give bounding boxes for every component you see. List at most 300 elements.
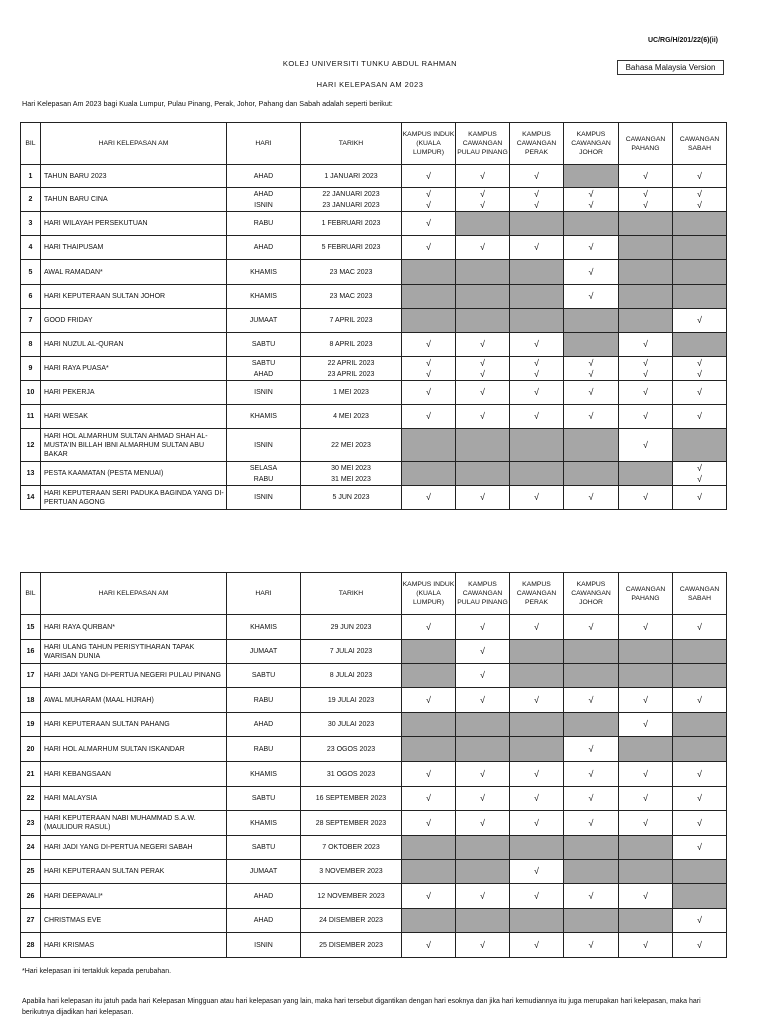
- table-row: [21, 860, 727, 884]
- mark-sabah: √: [673, 762, 727, 787]
- mark-johor: √: [564, 762, 619, 787]
- mark-sabah: √: [673, 309, 727, 333]
- not-applicable-perak: [510, 640, 564, 664]
- not-applicable-pahang: [619, 285, 673, 309]
- date-cell: 12 NOVEMBER 2023: [301, 884, 402, 909]
- not-applicable-penang: [456, 260, 510, 285]
- mark-sabah: √: [673, 405, 727, 429]
- mark-kl: √: [402, 212, 456, 236]
- mark-penang: √: [456, 615, 510, 640]
- row-number: 10: [21, 381, 41, 405]
- mark-pahang: √ √: [619, 188, 673, 212]
- row-number: 11: [21, 405, 41, 429]
- mark-kl: √: [402, 787, 456, 811]
- not-applicable-pahang: [619, 860, 673, 884]
- mark-johor: √: [564, 260, 619, 285]
- holiday-name: AWAL MUHARAM (MAAL HIJRAH): [41, 688, 227, 713]
- mark-perak: √ √: [510, 357, 564, 381]
- mark-kl: √: [402, 381, 456, 405]
- mark-penang: √ √: [456, 357, 510, 381]
- table-row: [21, 664, 727, 688]
- mark-pahang: √: [619, 688, 673, 713]
- header-sabah: CAWANGAN SABAH: [673, 573, 727, 615]
- mark-penang: √: [456, 405, 510, 429]
- not-applicable-johor: [564, 462, 619, 486]
- mark-johor: √ √: [564, 357, 619, 381]
- mark-kl: √: [402, 762, 456, 787]
- not-applicable-pahang: [619, 236, 673, 260]
- holiday-name: HARI DEEPAVALI*: [41, 884, 227, 909]
- mark-penang: √: [456, 236, 510, 260]
- date-cell: 22 JANUARI 2023 23 JANUARI 2023: [301, 188, 402, 212]
- mark-pahang: √: [619, 381, 673, 405]
- header-perak: KAMPUS CAWANGAN PERAK: [510, 123, 564, 165]
- not-applicable-penang: [456, 462, 510, 486]
- holiday-name: HARI HOL ALMARHUM SULTAN AHMAD SHAH AL-MUSTA'IN BILLAH IBNI ALMARHUM SULTAN ABU BAKAR: [41, 429, 227, 462]
- mark-kl: √: [402, 884, 456, 909]
- organization-title: KOLEJ UNIVERSITI TUNKU ABDUL RAHMAN: [282, 59, 458, 68]
- day-cell: ISNIN: [227, 933, 301, 958]
- mark-pahang: √: [619, 811, 673, 836]
- not-applicable-johor: [564, 860, 619, 884]
- row-number: 22: [21, 787, 41, 811]
- mark-johor: √: [564, 405, 619, 429]
- day-cell: KHAMIS: [227, 615, 301, 640]
- row-number: 12: [21, 429, 41, 462]
- not-applicable-pahang: [619, 737, 673, 762]
- date-cell: 1 MEI 2023: [301, 381, 402, 405]
- mark-johor: √ √: [564, 188, 619, 212]
- document-title: HARI KELEPASAN AM 2023: [316, 80, 424, 89]
- row-number: 23: [21, 811, 41, 836]
- not-applicable-sabah: [673, 664, 727, 688]
- holiday-table-2: [20, 572, 727, 958]
- date-cell: 29 JUN 2023: [301, 615, 402, 640]
- header-date: TARIKH: [301, 123, 402, 165]
- mark-johor: √: [564, 787, 619, 811]
- day-cell: AHAD ISNIN: [227, 188, 301, 212]
- mark-penang: √: [456, 333, 510, 357]
- not-applicable-perak: [510, 664, 564, 688]
- not-applicable-kl: [402, 260, 456, 285]
- holiday-name: HARI KRISMAS: [41, 933, 227, 958]
- mark-sabah: √: [673, 165, 727, 188]
- row-number: 17: [21, 664, 41, 688]
- mark-johor: √: [564, 486, 619, 510]
- table-row: [21, 333, 727, 357]
- not-applicable-perak: [510, 462, 564, 486]
- day-cell: RABU: [227, 737, 301, 762]
- date-cell: 1 JANUARI 2023: [301, 165, 402, 188]
- mark-pahang: √: [619, 429, 673, 462]
- not-applicable-kl: [402, 860, 456, 884]
- mark-penang: √: [456, 933, 510, 958]
- table-row: [21, 737, 727, 762]
- date-cell: 7 APRIL 2023: [301, 309, 402, 333]
- day-cell: AHAD: [227, 165, 301, 188]
- not-applicable-kl: [402, 909, 456, 933]
- not-applicable-johor: [564, 664, 619, 688]
- mark-penang: √: [456, 664, 510, 688]
- holiday-name: TAHUN BARU 2023: [41, 165, 227, 188]
- not-applicable-perak: [510, 836, 564, 860]
- day-cell: SABTU: [227, 787, 301, 811]
- not-applicable-perak: [510, 260, 564, 285]
- not-applicable-perak: [510, 713, 564, 737]
- mark-sabah: √: [673, 909, 727, 933]
- table-row: [21, 909, 727, 933]
- not-applicable-sabah: [673, 860, 727, 884]
- not-applicable-pahang: [619, 664, 673, 688]
- holiday-name: HARI WESAK: [41, 405, 227, 429]
- date-cell: 16 SEPTEMBER 2023: [301, 787, 402, 811]
- holiday-name: HARI WILAYAH PERSEKUTUAN: [41, 212, 227, 236]
- not-applicable-sabah: [673, 713, 727, 737]
- not-applicable-kl: [402, 429, 456, 462]
- mark-perak: √: [510, 933, 564, 958]
- not-applicable-penang: [456, 212, 510, 236]
- not-applicable-sabah: [673, 640, 727, 664]
- mark-kl: √: [402, 615, 456, 640]
- date-cell: 23 MAC 2023: [301, 260, 402, 285]
- row-number: 7: [21, 309, 41, 333]
- not-applicable-perak: [510, 285, 564, 309]
- table-row: [21, 188, 727, 212]
- date-cell: 25 DISEMBER 2023: [301, 933, 402, 958]
- row-number: 6: [21, 285, 41, 309]
- mark-kl: √: [402, 811, 456, 836]
- not-applicable-pahang: [619, 309, 673, 333]
- mark-perak: √: [510, 860, 564, 884]
- table-row: [21, 285, 727, 309]
- mark-pahang: √: [619, 486, 673, 510]
- not-applicable-kl: [402, 836, 456, 860]
- header-perak: KAMPUS CAWANGAN PERAK: [510, 573, 564, 615]
- header-kl: KAMPUS INDUK (KUALA LUMPUR): [402, 123, 456, 165]
- holiday-table-1: [20, 122, 727, 510]
- holiday-name: HARI RAYA QURBAN*: [41, 615, 227, 640]
- mark-pahang: √: [619, 884, 673, 909]
- day-cell: JUMAAT: [227, 860, 301, 884]
- table-row: [21, 713, 727, 737]
- mark-kl: √ √: [402, 357, 456, 381]
- table-header-row: [21, 573, 727, 615]
- header-holiday-name: HARI KELEPASAN AM: [41, 573, 227, 615]
- mark-perak: √: [510, 165, 564, 188]
- mark-pahang: √: [619, 933, 673, 958]
- mark-penang: √: [456, 884, 510, 909]
- table-row: [21, 762, 727, 787]
- mark-perak: √: [510, 333, 564, 357]
- table-row: [21, 640, 727, 664]
- header-pahang: CAWANGAN PAHANG: [619, 573, 673, 615]
- date-cell: 24 DISEMBER 2023: [301, 909, 402, 933]
- date-cell: 31 OGOS 2023: [301, 762, 402, 787]
- row-number: 24: [21, 836, 41, 860]
- header-pahang: CAWANGAN PAHANG: [619, 123, 673, 165]
- not-applicable-penang: [456, 860, 510, 884]
- holiday-name: HARI KEPUTERAAN SULTAN PAHANG: [41, 713, 227, 737]
- not-applicable-kl: [402, 713, 456, 737]
- not-applicable-sabah: [673, 236, 727, 260]
- header-sabah: CAWANGAN SABAH: [673, 123, 727, 165]
- table-row: [21, 486, 727, 510]
- mark-penang: √ √: [456, 188, 510, 212]
- day-cell: JUMAAT: [227, 640, 301, 664]
- mark-perak: √: [510, 236, 564, 260]
- date-cell: 8 APRIL 2023: [301, 333, 402, 357]
- row-number: 21: [21, 762, 41, 787]
- mark-perak: √: [510, 787, 564, 811]
- mark-pahang: √: [619, 713, 673, 737]
- day-cell: KHAMIS: [227, 285, 301, 309]
- not-applicable-kl: [402, 309, 456, 333]
- date-cell: 23 OGOS 2023: [301, 737, 402, 762]
- not-applicable-kl: [402, 462, 456, 486]
- day-cell: SELASA RABU: [227, 462, 301, 486]
- day-cell: AHAD: [227, 884, 301, 909]
- table-row: [21, 236, 727, 260]
- table-row: [21, 884, 727, 909]
- day-cell: JUMAAT: [227, 309, 301, 333]
- day-cell: KHAMIS: [227, 811, 301, 836]
- mark-perak: √: [510, 381, 564, 405]
- not-applicable-penang: [456, 836, 510, 860]
- table-row: [21, 836, 727, 860]
- day-cell: RABU: [227, 212, 301, 236]
- table-row: [21, 381, 727, 405]
- holiday-name: HARI MALAYSIA: [41, 787, 227, 811]
- table-row: [21, 357, 727, 381]
- date-cell: 30 JULAI 2023: [301, 713, 402, 737]
- mark-perak: √: [510, 688, 564, 713]
- not-applicable-pahang: [619, 260, 673, 285]
- mark-penang: √: [456, 762, 510, 787]
- not-applicable-johor: [564, 333, 619, 357]
- mark-johor: √: [564, 811, 619, 836]
- date-cell: 23 MAC 2023: [301, 285, 402, 309]
- day-cell: AHAD: [227, 713, 301, 737]
- mark-sabah: √: [673, 933, 727, 958]
- not-applicable-johor: [564, 212, 619, 236]
- holiday-name: HARI KEPUTERAAN SULTAN PERAK: [41, 860, 227, 884]
- header-day: HARI: [227, 573, 301, 615]
- not-applicable-sabah: [673, 260, 727, 285]
- date-cell: 7 JULAI 2023: [301, 640, 402, 664]
- row-number: 27: [21, 909, 41, 933]
- mark-sabah: √: [673, 836, 727, 860]
- date-cell: 5 JUN 2023: [301, 486, 402, 510]
- holiday-name: HARI RAYA PUASA*: [41, 357, 227, 381]
- holiday-name: HARI PEKERJA: [41, 381, 227, 405]
- day-cell: ISNIN: [227, 486, 301, 510]
- mark-johor: √: [564, 615, 619, 640]
- mark-sabah: √: [673, 787, 727, 811]
- mark-pahang: √: [619, 615, 673, 640]
- header-penang: KAMPUS CAWANGAN PULAU PINANG: [456, 573, 510, 615]
- row-number: 5: [21, 260, 41, 285]
- mark-sabah: √ √: [673, 188, 727, 212]
- holiday-name: HARI NUZUL AL-QURAN: [41, 333, 227, 357]
- row-number: 8: [21, 333, 41, 357]
- not-applicable-pahang: [619, 640, 673, 664]
- table-row: [21, 405, 727, 429]
- header-date: TARIKH: [301, 573, 402, 615]
- table-row: [21, 309, 727, 333]
- day-cell: AHAD: [227, 909, 301, 933]
- not-applicable-pahang: [619, 909, 673, 933]
- date-cell: 19 JULAI 2023: [301, 688, 402, 713]
- mark-perak: √ √: [510, 188, 564, 212]
- date-cell: 22 MEI 2023: [301, 429, 402, 462]
- row-number: 15: [21, 615, 41, 640]
- table-row: [21, 462, 727, 486]
- not-applicable-kl: [402, 640, 456, 664]
- mark-sabah: √: [673, 811, 727, 836]
- not-applicable-penang: [456, 909, 510, 933]
- not-applicable-perak: [510, 212, 564, 236]
- table-row: [21, 688, 727, 713]
- day-cell: KHAMIS: [227, 762, 301, 787]
- not-applicable-kl: [402, 737, 456, 762]
- language-version-box: Bahasa Malaysia Version: [617, 60, 724, 75]
- not-applicable-sabah: [673, 285, 727, 309]
- row-number: 13: [21, 462, 41, 486]
- mark-kl: √: [402, 688, 456, 713]
- header-bil: BIL: [21, 573, 41, 615]
- holiday-name: HARI THAIPUSAM: [41, 236, 227, 260]
- day-cell: SABTU AHAD: [227, 357, 301, 381]
- not-applicable-sabah: [673, 429, 727, 462]
- holiday-name: HARI ULANG TAHUN PERISYTIHARAN TAPAK WARISAN DUNIA: [41, 640, 227, 664]
- mark-perak: √: [510, 811, 564, 836]
- mark-sabah: √: [673, 486, 727, 510]
- row-number: 14: [21, 486, 41, 510]
- holiday-name: CHRISTMAS EVE: [41, 909, 227, 933]
- date-cell: 7 OKTOBER 2023: [301, 836, 402, 860]
- holiday-name: GOOD FRIDAY: [41, 309, 227, 333]
- mark-sabah: √: [673, 615, 727, 640]
- mark-sabah: √: [673, 381, 727, 405]
- row-number: 3: [21, 212, 41, 236]
- day-cell: RABU: [227, 688, 301, 713]
- mark-sabah: √: [673, 688, 727, 713]
- mark-kl: √: [402, 486, 456, 510]
- mark-kl: √: [402, 165, 456, 188]
- mark-pahang: √: [619, 762, 673, 787]
- date-cell: 30 MEI 2023 31 MEI 2023: [301, 462, 402, 486]
- day-cell: ISNIN: [227, 429, 301, 462]
- date-cell: 22 APRIL 2023 23 APRIL 2023: [301, 357, 402, 381]
- day-cell: KHAMIS: [227, 260, 301, 285]
- table-row: [21, 429, 727, 462]
- not-applicable-pahang: [619, 212, 673, 236]
- mark-pahang: √: [619, 787, 673, 811]
- mark-perak: √: [510, 615, 564, 640]
- date-cell: 28 SEPTEMBER 2023: [301, 811, 402, 836]
- holiday-name: PESTA KAAMATAN (PESTA MENUAI): [41, 462, 227, 486]
- not-applicable-penang: [456, 285, 510, 309]
- not-applicable-penang: [456, 309, 510, 333]
- date-cell: 5 FEBRUARI 2023: [301, 236, 402, 260]
- not-applicable-pahang: [619, 462, 673, 486]
- day-cell: SABTU: [227, 333, 301, 357]
- mark-kl: √: [402, 933, 456, 958]
- not-applicable-penang: [456, 429, 510, 462]
- mark-johor: √: [564, 884, 619, 909]
- table-row: [21, 933, 727, 958]
- not-applicable-sabah: [673, 884, 727, 909]
- mark-perak: √: [510, 884, 564, 909]
- header-holiday-name: HARI KELEPASAN AM: [41, 123, 227, 165]
- not-applicable-johor: [564, 836, 619, 860]
- not-applicable-johor: [564, 309, 619, 333]
- not-applicable-johor: [564, 429, 619, 462]
- date-cell: 8 JULAI 2023: [301, 664, 402, 688]
- row-number: 1: [21, 165, 41, 188]
- not-applicable-johor: [564, 713, 619, 737]
- row-number: 25: [21, 860, 41, 884]
- day-cell: KHAMIS: [227, 405, 301, 429]
- not-applicable-perak: [510, 909, 564, 933]
- not-applicable-penang: [456, 713, 510, 737]
- mark-pahang: √: [619, 405, 673, 429]
- not-applicable-johor: [564, 640, 619, 664]
- mark-perak: √: [510, 405, 564, 429]
- footer-text: Apabila hari kelepasan itu jatuh pada hari Kelepasan Mingguan atau hari kelepasan yang lain, maka hari tersebut digantikan dengan hari esoknya dan jika hari kemudiannya itu juga merupakan hari kelepasan, maka hari berikutnya dijadikan hari kelepasan.: [22, 998, 701, 1016]
- mark-penang: √: [456, 165, 510, 188]
- mark-pahang: √: [619, 333, 673, 357]
- not-applicable-johor: [564, 909, 619, 933]
- row-number: 4: [21, 236, 41, 260]
- table-row: [21, 811, 727, 836]
- holiday-name: HARI KEPUTERAAN SULTAN JOHOR: [41, 285, 227, 309]
- holiday-name: TAHUN BARU CINA: [41, 188, 227, 212]
- header-day: HARI: [227, 123, 301, 165]
- mark-johor: √: [564, 737, 619, 762]
- mark-kl: √: [402, 236, 456, 260]
- row-number: 9: [21, 357, 41, 381]
- mark-penang: √: [456, 640, 510, 664]
- holiday-name: HARI KEPUTERAAN SERI PADUKA BAGINDA YANG DI-PERTUAN AGONG: [41, 486, 227, 510]
- header-johor: KAMPUS CAWANGAN JOHOR: [564, 573, 619, 615]
- not-applicable-sabah: [673, 333, 727, 357]
- row-number: 20: [21, 737, 41, 762]
- mark-johor: √: [564, 688, 619, 713]
- mark-perak: √: [510, 486, 564, 510]
- not-applicable-perak: [510, 429, 564, 462]
- date-cell: 1 FEBRUARI 2023: [301, 212, 402, 236]
- mark-sabah: √ √: [673, 462, 727, 486]
- table-row: [21, 787, 727, 811]
- row-number: 2: [21, 188, 41, 212]
- day-cell: SABTU: [227, 664, 301, 688]
- mark-kl: √: [402, 333, 456, 357]
- date-cell: 3 NOVEMBER 2023: [301, 860, 402, 884]
- table-header-row: [21, 123, 727, 165]
- row-number: 28: [21, 933, 41, 958]
- row-number: 18: [21, 688, 41, 713]
- mark-penang: √: [456, 811, 510, 836]
- holiday-name: HARI HOL ALMARHUM SULTAN ISKANDAR: [41, 737, 227, 762]
- header-penang: KAMPUS CAWANGAN PULAU PINANG: [456, 123, 510, 165]
- mark-johor: √: [564, 933, 619, 958]
- mark-johor: √: [564, 381, 619, 405]
- day-cell: ISNIN: [227, 381, 301, 405]
- row-number: 26: [21, 884, 41, 909]
- table-row: [21, 165, 727, 188]
- table-row: [21, 260, 727, 285]
